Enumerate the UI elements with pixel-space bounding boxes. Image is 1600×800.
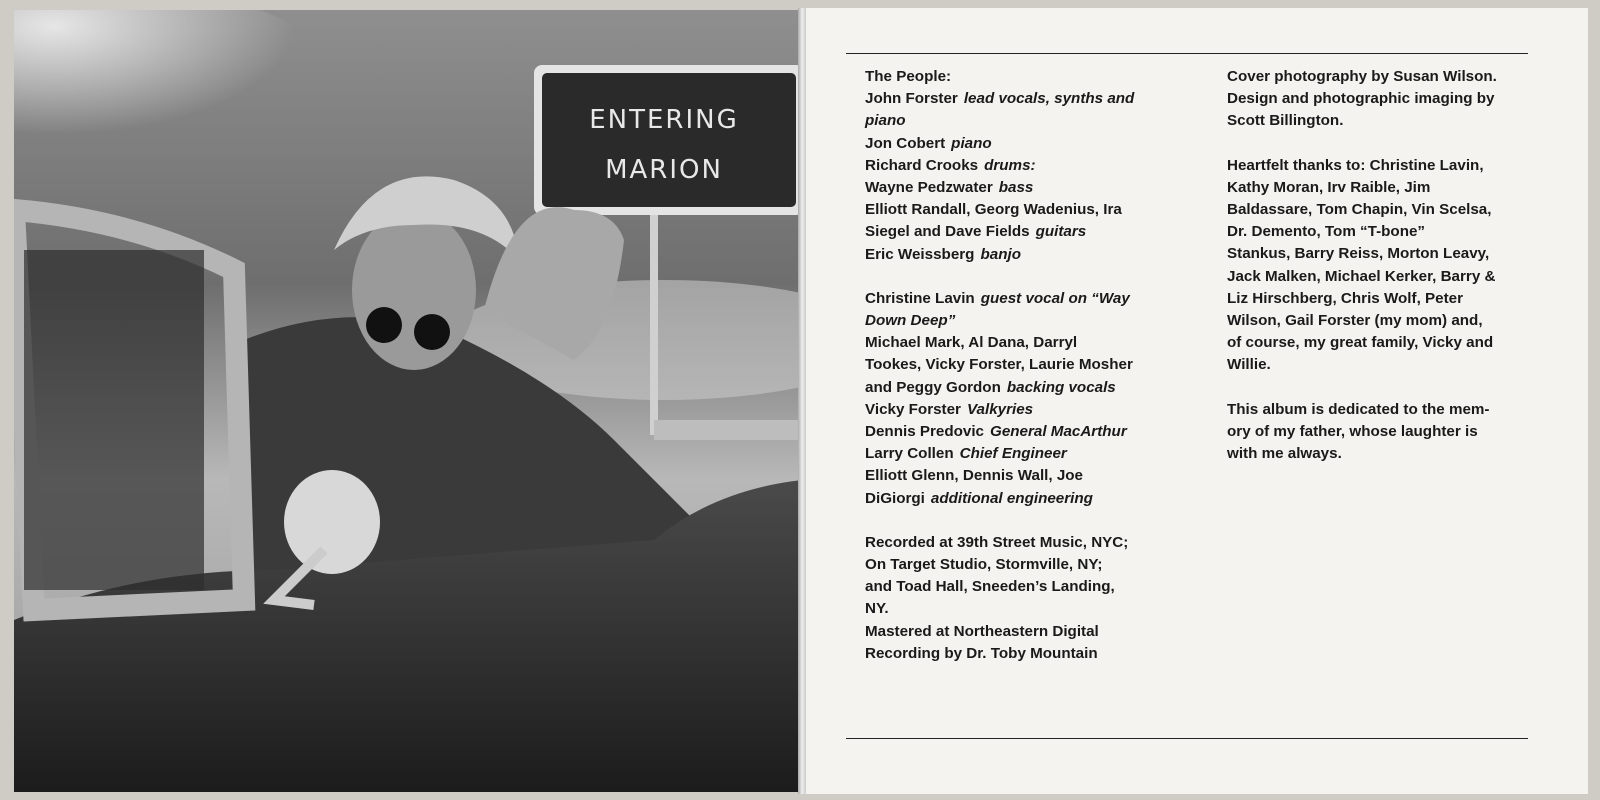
dedication-line: with me always. xyxy=(1227,445,1342,463)
people-list xyxy=(865,88,1200,266)
bottom-rule xyxy=(846,738,1528,739)
credit-line xyxy=(865,377,1200,399)
credit-line xyxy=(865,155,1200,177)
dedication-line: ory of my father, whose laughter is xyxy=(1227,422,1478,440)
recording-line: On Target Studio, Stormville, NY; xyxy=(865,556,1103,574)
credit-name: Dennis Predovic xyxy=(865,423,985,441)
credit-line xyxy=(865,221,1200,243)
thanks-line: Kathy Moran, Irv Raible, Jim xyxy=(1227,178,1431,196)
thanks-line: Heartfelt thanks to: Christine Lavin, xyxy=(1227,156,1484,174)
credit-line xyxy=(865,199,1200,221)
cover-credit-line: Scott Billington. xyxy=(1227,112,1344,130)
credit-role: lead vocals, synths and xyxy=(963,90,1135,108)
thanks-line: Stankus, Barry Reiss, Morton Leavy, xyxy=(1227,245,1490,263)
credit-role: piano xyxy=(865,112,906,130)
thanks-line: Wilson, Gail Forster (my mom) and, xyxy=(1227,312,1483,330)
people-heading: The People: xyxy=(865,68,952,85)
thanks-line: Dr. Demento, Tom “T-bone” xyxy=(1227,223,1426,241)
credit-line xyxy=(865,421,1200,443)
thanks-paragraph xyxy=(1227,155,1557,377)
credit-line xyxy=(865,443,1200,465)
thanks-line: Willie. xyxy=(1227,356,1271,374)
recording-info xyxy=(865,532,1200,665)
credit-name: Elliott Randall, Georg Wadenius, Ira xyxy=(865,201,1122,219)
road-sign xyxy=(534,65,802,215)
credit-role: Chief Engineer xyxy=(959,445,1067,463)
credit-role: Down Deep” xyxy=(865,312,956,330)
credit-line xyxy=(865,133,1200,155)
credit-role: bass xyxy=(998,179,1034,197)
guest-list xyxy=(865,288,1200,510)
cover-credit-line: Cover photography by Susan Wilson. xyxy=(1227,68,1497,85)
credit-name: Siegel and Dave Fields xyxy=(865,223,1030,241)
recording-line: Recording by Dr. Toby Mountain xyxy=(865,644,1098,662)
credit-name: and Peggy Gordon xyxy=(865,378,1001,396)
credit-name: Richard Crooks xyxy=(865,156,979,174)
credit-role: guest vocal on “Way xyxy=(980,289,1130,307)
recording-line: Recorded at 39th Street Music, NYC; xyxy=(865,533,1129,551)
credit-name: Jon Cobert xyxy=(865,134,946,152)
credit-role: additional engineering xyxy=(930,489,1093,507)
dedication-line: This album is dedicated to the mem- xyxy=(1227,400,1490,418)
cover-photo xyxy=(14,10,802,792)
thanks-line: of course, my great family, Vicky and xyxy=(1227,334,1494,352)
credit-line xyxy=(865,465,1200,487)
credit-line xyxy=(865,288,1200,310)
credit-role: guitars xyxy=(1035,223,1087,241)
credit-name: Eric Weissberg xyxy=(865,245,975,263)
credit-name: Christine Lavin xyxy=(865,289,975,307)
credit-line xyxy=(865,354,1200,376)
credit-name: Wayne Pedzwater xyxy=(865,179,993,197)
credit-line xyxy=(865,244,1200,266)
credit-role: drums: xyxy=(984,156,1036,174)
credit-role: piano xyxy=(951,134,992,152)
thanks-line: Jack Malken, Michael Kerker, Barry & xyxy=(1227,267,1496,285)
dedication-paragraph xyxy=(1227,399,1557,466)
sign-line-1: ENTERING xyxy=(589,105,739,135)
credit-line xyxy=(865,399,1200,421)
credit-name: Tookes, Vicky Forster, Laurie Mosher xyxy=(865,356,1133,374)
credit-name: John Forster xyxy=(865,90,958,108)
credit-role: banjo xyxy=(980,245,1021,263)
recording-line: Mastered at Northeastern Digital xyxy=(865,622,1099,640)
credits-right-column xyxy=(1227,66,1557,465)
recording-line: and Toad Hall, Sneeden’s Landing, xyxy=(865,578,1115,596)
credit-line xyxy=(865,310,1200,332)
credit-name: Vicky Forster xyxy=(865,400,961,418)
cover-credit-line: Design and photographic imaging by xyxy=(1227,90,1495,108)
credits-page xyxy=(806,8,1588,794)
sign-line-2: MARION xyxy=(605,155,723,185)
credit-line xyxy=(865,88,1200,110)
credit-line xyxy=(865,332,1200,354)
thanks-line: Liz Hirschberg, Chris Wolf, Peter xyxy=(1227,289,1464,307)
credit-name: Elliott Glenn, Dennis Wall, Joe xyxy=(865,467,1083,485)
credit-role: backing vocals xyxy=(1006,378,1116,396)
page-fold xyxy=(798,8,806,794)
credit-name: Michael Mark, Al Dana, Darryl xyxy=(865,334,1078,352)
credit-name: Larry Collen xyxy=(865,445,954,463)
credit-name: DiGiorgi xyxy=(865,489,925,507)
thanks-line: Baldassare, Tom Chapin, Vin Scelsa, xyxy=(1227,201,1492,219)
credit-role: General MacArthur xyxy=(990,423,1127,441)
credits-left-column xyxy=(865,66,1200,665)
top-rule xyxy=(846,53,1528,54)
credit-line xyxy=(865,177,1200,199)
recording-line: NY. xyxy=(865,600,889,618)
credit-role: Valkyries xyxy=(966,400,1034,418)
cover-credits xyxy=(1227,66,1557,133)
photo-illustration xyxy=(14,10,802,792)
credit-line xyxy=(865,488,1200,510)
credit-line xyxy=(865,110,1200,132)
